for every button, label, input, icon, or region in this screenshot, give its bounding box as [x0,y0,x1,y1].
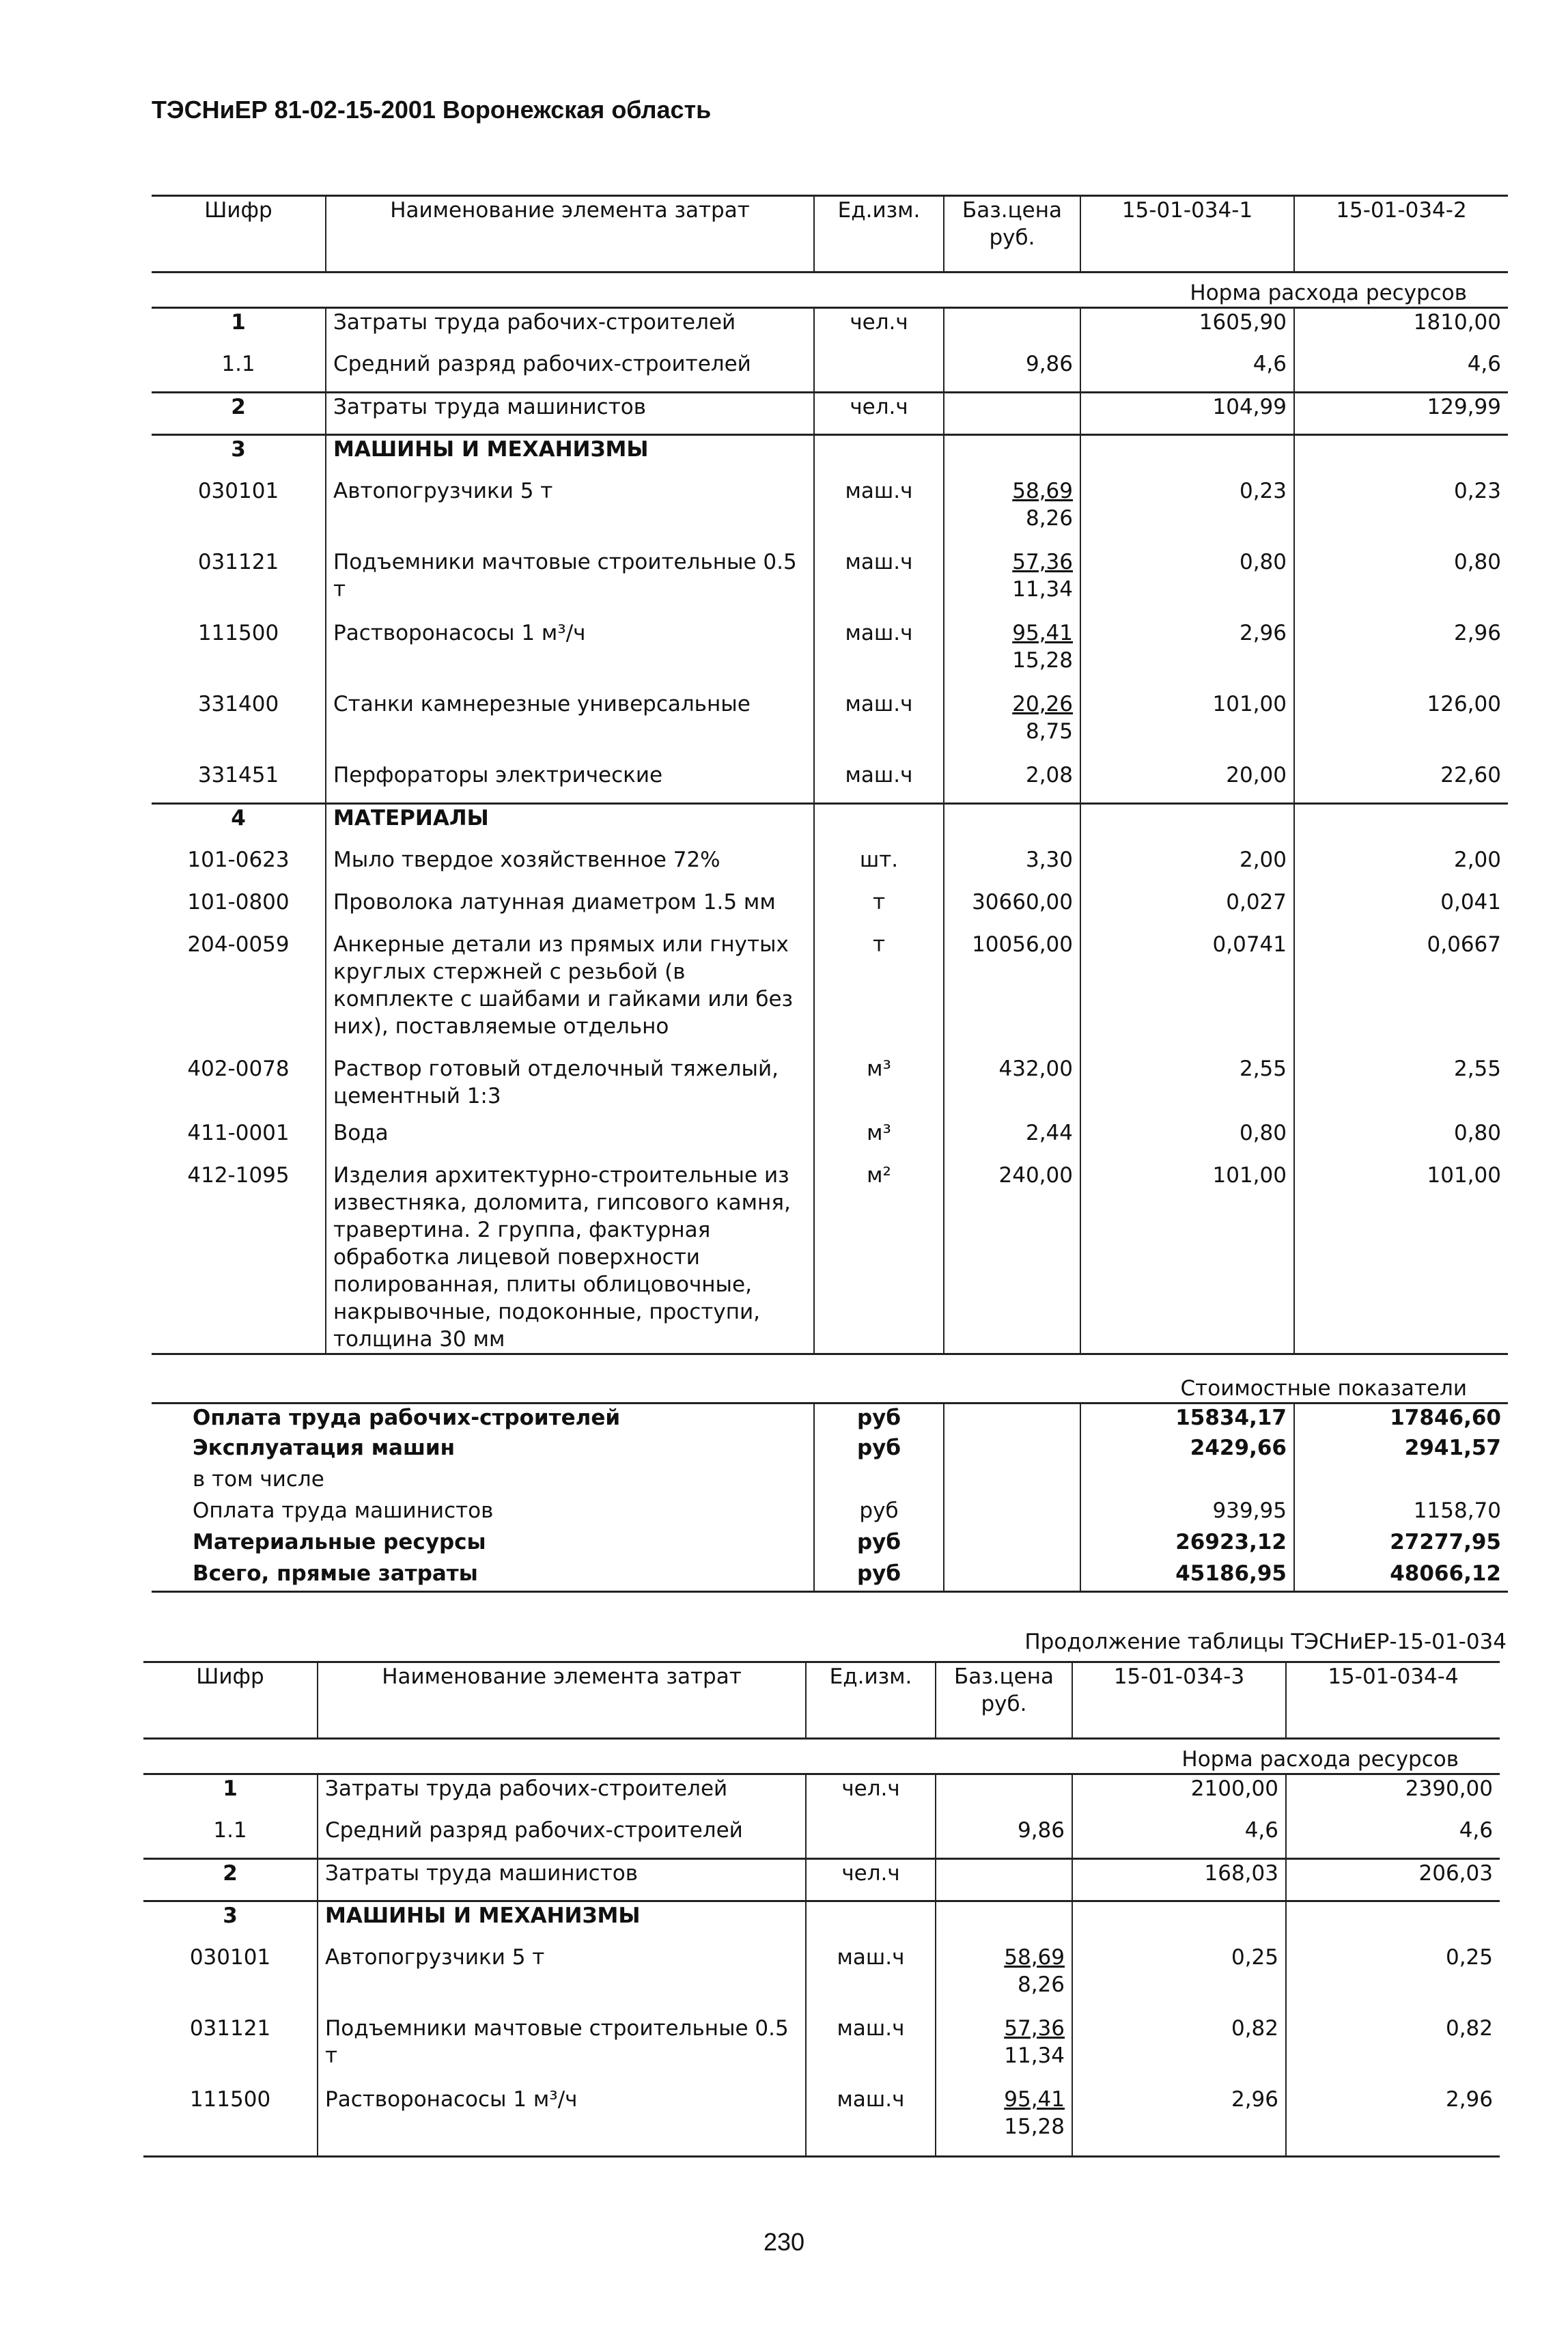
row-code: 1 [152,308,326,350]
row-value-2: 0,25 [1445,1944,1493,1970]
row-price [944,1162,1080,1354]
row-price [944,308,1080,350]
row-price [936,1901,1072,1944]
table-row [152,1055,1508,1119]
row-price [944,548,1080,619]
row-code: 2 [143,1859,318,1901]
cost-label: Материальные ресурсы [193,1530,486,1554]
table-row [152,548,1508,619]
row-value-1: 2,55 [1080,1055,1294,1119]
cost-value-2: 27277,95 [1390,1530,1501,1554]
row-name: Мыло твердое хозяйственное 72% [326,846,814,889]
row-value-1: 1605,90 [1080,308,1294,350]
price-value: 95,41 [1004,2086,1065,2112]
resource-table-2 [143,1661,1500,2158]
row-value-2: 22,60 [1294,762,1508,804]
cost-row [152,1560,1508,1591]
row-unit: чел.ч [806,1774,936,1817]
row-unit: маш.ч [806,2015,936,2086]
header-code: Шифр [152,196,326,273]
cost-value-2: 1158,70 [1413,1498,1501,1523]
table1-costs [152,1403,1508,1591]
header-code: Шифр [143,1662,318,1739]
cost-row [152,1497,1508,1528]
table-row [152,477,1508,548]
row-price [936,2086,1072,2157]
row-value-2: 126,00 [1427,691,1501,716]
row-price [944,477,1080,548]
continuation-label: Продолжение таблицы ТЭСНиЕР-15-01-034 [1024,1630,1507,1654]
row-unit [814,350,944,393]
cost-label: Эксплуатация машин [193,1436,456,1460]
row-unit: т [814,889,944,931]
row-name: МАШИНЫ И МЕХАНИЗМЫ [318,1901,806,1944]
price-value: 58,69 [1004,1944,1065,1970]
row-value-1: 104,99 [1080,393,1294,435]
table-header [143,1662,1500,1739]
price-machinist-wage: 8,26 [1017,1972,1065,1997]
row-unit [806,1901,936,1944]
row-name: Затраты труда рабочих-строителей [318,1774,806,1817]
price-value: 9,86 [1025,351,1073,376]
row-value-2: 2,00 [1453,847,1501,872]
row-unit: маш.ч [814,690,944,762]
row-value-1: 2,96 [1072,2086,1286,2157]
price-value: 3,30 [1025,847,1073,872]
price-machinist-wage: 11,34 [1012,576,1073,602]
row-value-1: 4,6 [1080,350,1294,393]
cost-row [152,1528,1508,1560]
row-unit: м³ [814,1055,944,1119]
row-name: Изделия архитектурно-строительные из известняка, доломита, гипсового камня, травертина. 2 группа, фактурная обработка лицевой поверхности полированная, плиты облицовочные, накрывочные, подоконные, проступи, толщина 30 мм [326,1162,814,1354]
price-value: 58,69 [1012,478,1073,503]
row-value-2: 2390,00 [1405,1776,1493,1801]
row-code: 3 [143,1901,318,1944]
row-unit: т [814,931,944,1055]
row-value-2: 0,82 [1445,2015,1493,2041]
row-name: МАШИНЫ И МЕХАНИЗМЫ [326,435,814,477]
row-name: Станки камнерезные универсальные [326,690,814,762]
row-value-2 [1286,1901,1500,1944]
row-code: 1 [143,1774,318,1817]
row-name: Перфораторы электрические [326,762,814,804]
cost-unit: руб [814,1434,944,1466]
row-price [944,690,1080,762]
row-unit: шт. [814,846,944,889]
header-unit: Ед.изм. [806,1662,936,1739]
row-unit: маш.ч [814,619,944,690]
row-price [944,762,1080,804]
cost-value-1 [1080,1466,1294,1497]
row-price [944,1119,1080,1162]
cost-value-1: 939,95 [1080,1497,1294,1528]
cost-row [152,1403,1508,1434]
row-unit: маш.ч [806,1944,936,2015]
row-code: 204-0059 [152,931,326,1055]
table-header [152,196,1508,273]
row-price [944,846,1080,889]
row-price [936,2015,1072,2086]
cost-unit: руб [814,1528,944,1560]
row-value-2: 101,00 [1294,1162,1508,1354]
header-name: Наименование элемента затрат [326,196,814,273]
cost-unit: руб [814,1497,944,1528]
cost-value-2 [1294,1466,1508,1497]
row-value-2: 206,03 [1286,1859,1500,1901]
row-unit: чел.ч [814,308,944,350]
table-row [152,1162,1508,1354]
row-value-1: 0,23 [1080,477,1294,548]
row-code: 331451 [152,762,326,804]
row-unit: чел.ч [814,393,944,435]
row-unit [814,804,944,846]
row-code: 030101 [152,477,326,548]
header-col1: 15-01-034-3 [1072,1662,1286,1739]
row-code: 030101 [143,1944,318,2015]
row-value-2: 0,23 [1453,478,1501,503]
row-value-2: 1810,00 [1413,310,1501,335]
document-title: ТЭСНиЕР 81-02-15-2001 Воронежская область [152,96,712,124]
row-name: Затраты труда машинистов [326,393,814,435]
row-value-1 [1072,1901,1286,1944]
price-value: 2,08 [1025,762,1073,787]
row-code: 402-0078 [152,1055,326,1119]
row-value-1: 0,25 [1072,1944,1286,2015]
row-value-1 [1080,804,1294,846]
row-name: Затраты труда рабочих-строителей [326,308,814,350]
row-value-2: 4,6 [1294,350,1508,393]
price-machinist-wage: 11,34 [1004,2043,1065,2068]
cost-price [944,1434,1080,1466]
price-value: 95,41 [1012,620,1073,645]
row-name: Автопогрузчики 5 т [326,477,814,548]
cost-value-2: 17846,60 [1390,1405,1501,1430]
row-value-2: 4,6 [1286,1817,1500,1859]
row-code: 412-1095 [152,1162,326,1354]
table-row [143,1774,1500,1817]
cost-price [944,1528,1080,1560]
row-code: 111500 [152,619,326,690]
row-unit: чел.ч [806,1859,936,1901]
row-code: 411-0001 [152,1119,326,1162]
table1-body [152,308,1508,1354]
price-value: 240,00 [998,1162,1073,1188]
row-code: 4 [152,804,326,846]
price-machinist-wage: 8,26 [1025,505,1073,531]
cost-row [152,1466,1508,1497]
row-price [944,889,1080,931]
table-row [152,889,1508,931]
table-row [152,619,1508,690]
cost-value-1: 2429,66 [1080,1434,1294,1466]
header-name: Наименование элемента затрат [318,1662,806,1739]
table-row [152,435,1508,477]
price-value: 30660,00 [972,889,1073,914]
header-col1: 15-01-034-1 [1080,196,1294,273]
row-code: 2 [152,393,326,435]
row-name: Раствор готовый отделочный тяжелый, цементный 1:3 [326,1055,814,1119]
price-value: 9,86 [1017,1817,1065,1843]
row-name: МАТЕРИАЛЫ [326,804,814,846]
row-price [944,804,1080,846]
cost-header-row [152,1354,1508,1403]
row-value-1 [1080,435,1294,477]
row-value-2: 2,96 [1286,2086,1500,2157]
row-name: Анкерные детали из прямых или гнутых круглых стержней с резьбой (в комплекте с шайбами и гайками или без них), поставляемые отдельно [326,931,814,1055]
norm-header-row [152,273,1508,308]
row-price [944,1055,1080,1119]
header-col2: 15-01-034-2 [1294,196,1508,273]
header-col2: 15-01-034-4 [1286,1662,1500,1739]
row-value-1: 4,6 [1072,1817,1286,1859]
row-value-2: 0,80 [1453,549,1501,574]
price-value: 57,36 [1004,2015,1065,2041]
row-value-1: 2,00 [1080,846,1294,889]
row-price [936,1859,1072,1901]
row-value-1: 101,00 [1080,1162,1294,1354]
row-value-2 [1294,804,1508,846]
table2-body [143,1774,1500,2157]
cost-price [944,1403,1080,1434]
row-name: Автопогрузчики 5 т [318,1944,806,2015]
row-price [944,619,1080,690]
cost-price [944,1560,1080,1591]
cost-price [944,1466,1080,1497]
table-row [152,1119,1508,1162]
row-code: 1.1 [143,1817,318,1859]
cost-label: Всего, прямые затраты [152,1560,814,1591]
row-price [944,350,1080,393]
table-row [152,762,1508,804]
row-unit: маш.ч [814,548,944,619]
row-code: 031121 [152,548,326,619]
row-value-2: 0,0667 [1427,932,1501,957]
cost-value-2: 2941,57 [1404,1436,1501,1460]
cost-unit [814,1466,944,1497]
row-code: 111500 [143,2086,318,2157]
table-row [143,1901,1500,1944]
row-unit: маш.ч [814,762,944,804]
table-row [152,393,1508,435]
row-name: Растворонасосы 1 м³/ч [318,2086,806,2157]
row-price [936,1817,1072,1859]
row-unit: маш.ч [806,2086,936,2157]
table-row [143,1944,1500,2015]
row-unit [814,435,944,477]
price-machinist-wage: 8,75 [1025,718,1073,744]
header-unit: Ед.изм. [814,196,944,273]
row-unit: маш.ч [814,477,944,548]
cost-value-1: 15834,17 [1080,1403,1294,1434]
cost-row [152,1434,1508,1466]
table-row [143,2086,1500,2157]
row-code: 1.1 [152,350,326,393]
row-code: 3 [152,435,326,477]
row-value-1: 0,82 [1072,2015,1286,2086]
price-value: 432,00 [998,1056,1073,1081]
row-value-1: 2100,00 [1072,1774,1286,1817]
cost-unit: руб [814,1403,944,1434]
row-name: Растворонасосы 1 м³/ч [326,619,814,690]
header-price [936,1662,1072,1739]
row-value-2 [1294,435,1508,477]
norm-header: Норма расхода ресурсов [143,1739,1500,1774]
row-name: Подъемники мачтовые строительные 0.5 т [326,548,814,619]
header-price [944,196,1080,273]
row-name: Вода [326,1119,814,1162]
row-value-1: 0,027 [1080,889,1294,931]
price-machinist-wage: 15,28 [1012,647,1073,673]
header-price-line2: руб. [981,1692,1027,1716]
row-value-2: 0,041 [1440,889,1501,914]
cost-label: Оплата труда машинистов [193,1498,494,1523]
price-value: 57,36 [1012,549,1073,574]
row-value-1: 0,80 [1080,1119,1294,1162]
cost-value-1: 26923,12 [1080,1528,1294,1560]
row-price [944,393,1080,435]
row-price [944,435,1080,477]
page-number: 230 [763,2228,805,2256]
row-value-1: 0,0741 [1080,931,1294,1055]
header-price-line1: Баз.цена [962,198,1063,223]
cost-value-1: 45186,95 [1080,1560,1294,1591]
row-price [936,1944,1072,2015]
row-name: Проволока латунная диаметром 1.5 мм [326,889,814,931]
row-unit [806,1817,936,1859]
row-value-1: 2,96 [1080,619,1294,690]
header-price-line2: руб. [989,225,1035,250]
norm-header: Норма расхода ресурсов [152,273,1508,308]
table-row [143,2015,1500,2086]
price-machinist-wage: 15,28 [1004,2114,1065,2139]
table-row [143,1859,1500,1901]
resource-table-1 [152,195,1508,1593]
row-unit: м² [814,1162,944,1354]
row-name: Средний разряд рабочих-строителей [326,350,814,393]
cost-label: Оплата труда рабочих-строителей [193,1405,621,1430]
price-value: 10056,00 [972,932,1073,957]
row-code: 101-0800 [152,889,326,931]
cost-value-2: 48066,12 [1294,1560,1508,1591]
table-row [143,1817,1500,1859]
cost-unit: руб [814,1560,944,1591]
row-value-1: 20,00 [1080,762,1294,804]
cost-header: Стоимостные показатели [152,1354,1508,1403]
row-value-2: 2,55 [1453,1056,1501,1081]
price-value: 20,26 [1012,691,1073,716]
row-value-1: 101,00 [1080,690,1294,762]
row-value-2: 129,99 [1294,393,1508,435]
row-price [936,1774,1072,1817]
row-code: 031121 [143,2015,318,2086]
price-value: 2,44 [1025,1120,1073,1145]
row-value-1: 0,80 [1080,548,1294,619]
header-price-line1: Баз.цена [953,1664,1054,1689]
row-code: 101-0623 [152,846,326,889]
row-value-2: 0,80 [1453,1120,1501,1145]
row-price [944,931,1080,1055]
table-row [152,308,1508,350]
row-name: Затраты труда машинистов [318,1859,806,1901]
table-row [152,804,1508,846]
row-value-1: 168,03 [1072,1859,1286,1901]
row-name: Средний разряд рабочих-строителей [318,1817,806,1859]
table-row [152,690,1508,762]
table-row [152,350,1508,393]
cost-label: в том числе [193,1467,324,1492]
norm-header-row [143,1739,1500,1774]
row-code: 331400 [152,690,326,762]
row-value-2: 2,96 [1453,620,1501,645]
table-row [152,846,1508,889]
cost-price [944,1497,1080,1528]
row-name: Подъемники мачтовые строительные 0.5 т [318,2015,806,2086]
table-row [152,931,1508,1055]
row-unit: м³ [814,1119,944,1162]
